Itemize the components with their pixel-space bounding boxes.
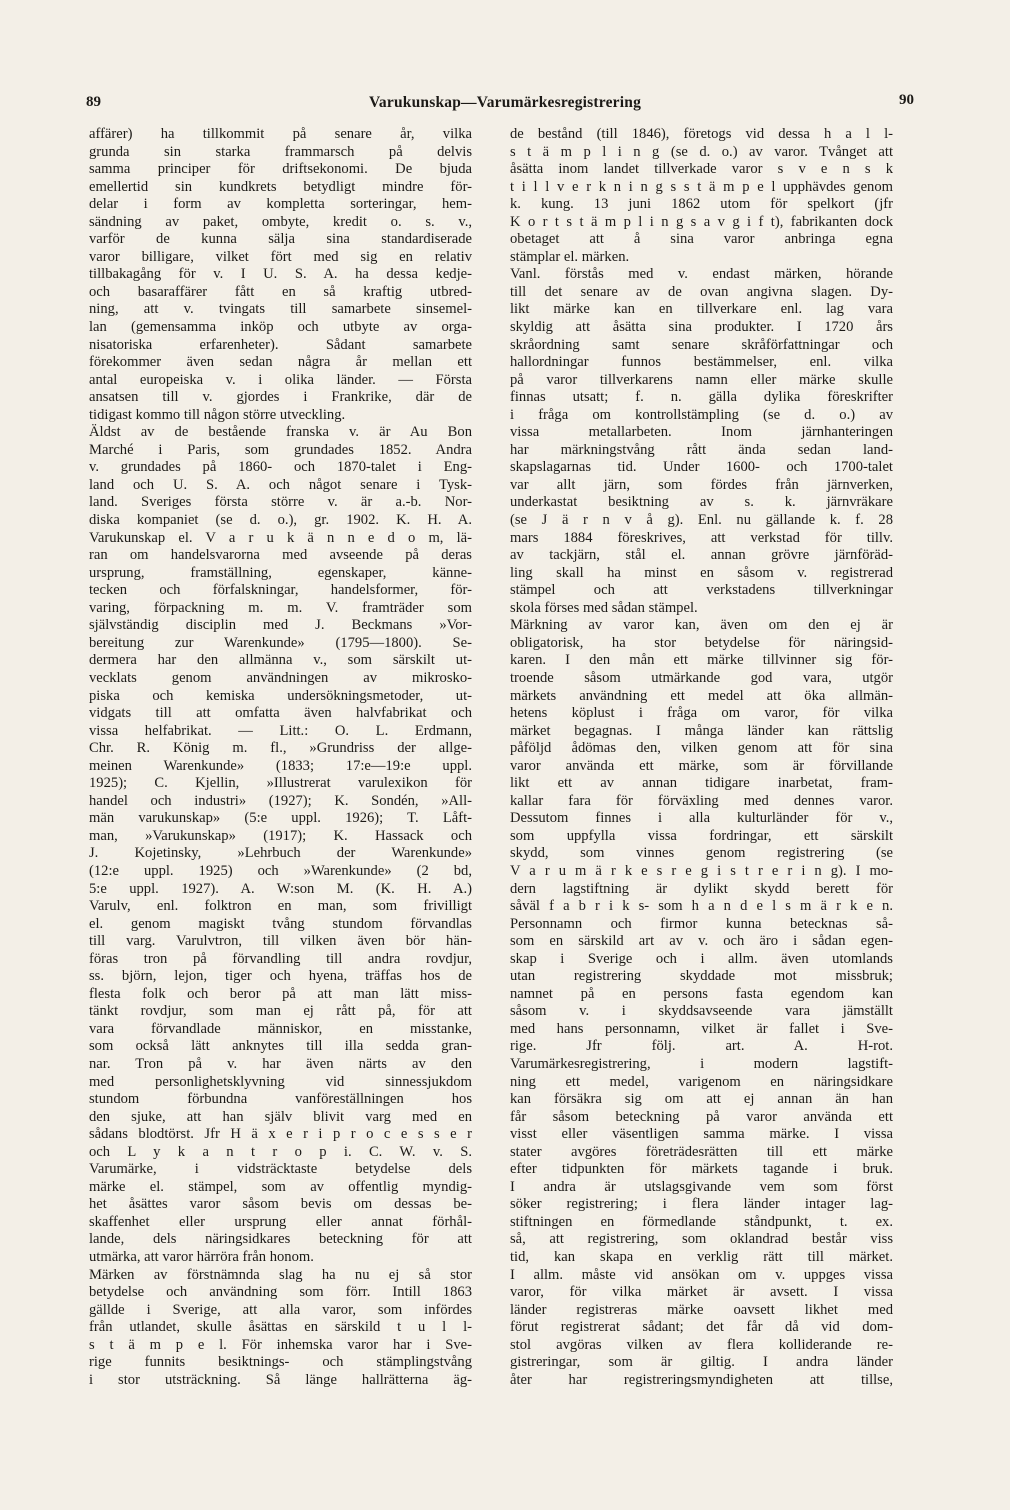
text-line: länder registreras märke oavsett likhet med (510, 1301, 893, 1318)
text-line: till varg. Varulvtron, till vilken även bör hän- (89, 933, 472, 950)
text-line: som också lätt anknytes till illa sedda gran- (89, 1038, 472, 1055)
text-line: män varukunskap» (5:e uppl. 1926); T. Låft- (89, 810, 472, 827)
text-line: bereitung zur Warenkunde» (1795—1800). Se- (89, 634, 472, 651)
text-line: Varukunskap el. V a r u k ä n n e d o m, lä- (89, 529, 472, 546)
text-line: förekommer även sedan några år mellan ett (89, 354, 472, 371)
text-line: åsätta inom landet tillverkade varor s v e n s k (510, 161, 893, 178)
text-line: med hans personnamn, vilket är fallet i Sve- (510, 1020, 893, 1037)
text-line: varor billigare, vilket fört med sig en relativ (89, 248, 472, 265)
text-line: man, »Varukunskap» (1917); K. Hassack och (89, 827, 472, 844)
text-line: tänkt rovdjur, som man ej rått på, för att (89, 1003, 472, 1020)
text-line: varor använda ett märke, som är förvillande (510, 757, 893, 774)
text-line: får såsom beteckning på varor använda ett (510, 1108, 893, 1125)
text-line: ling skall ha minst en såsom v. registrerad (510, 564, 893, 581)
text-line: Varulv, enl. folktron en man, som frivilligt (89, 898, 472, 915)
text-line: I andra är utslagsgivande vem som först (510, 1178, 893, 1195)
text-line: vecklats genom användningen av mikrosko- (89, 669, 472, 686)
text-line: grunda sin starka frammarsch på delvis (89, 143, 472, 160)
text-line: t i l l v e r k n i n g s s t ä m p e l upphävdes genom (510, 178, 893, 195)
text-line: varor, för vilka märket är avsett. I vissa (510, 1284, 893, 1301)
text-line: s t ä m p l i n g (se d. o.) av varor. Tvånget att (510, 143, 893, 160)
text-line: emellertid sin kundkrets betydligt mindre för- (89, 178, 472, 195)
text-line: ran om handelsvarorna med avseende på deras (89, 547, 472, 564)
text-line: (se J ä r n v å g). Enl. nu gällande k. f. 28 (510, 512, 893, 529)
text-line: var allt järn, som fördes från järnverken, (510, 476, 893, 493)
text-line: skråordning samt senare skråförfattningar och (510, 336, 893, 353)
text-line: het åsättes varor såsom bevis om dessas be- (89, 1196, 472, 1213)
running-header (0, 92, 1010, 118)
text-line: (12:e uppl. 1925) och »Warenkunde» (2 bd, (89, 862, 472, 879)
text-line: i stor utsträckning. Så länge hallrätterna äg- (89, 1371, 472, 1388)
text-line: åter har registreringsmyndigheten att tillse, (510, 1371, 893, 1388)
text-line: föras tron på förvandling till andra rovdjur, (89, 950, 472, 967)
text-line: ansatsen till v. gjordes i Frankrike, där de (89, 389, 472, 406)
text-line: ursprung, framställning, egenskaper, känne- (89, 564, 472, 581)
text-line: delar i form av kompletta sorteringar, hem- (89, 196, 472, 213)
text-line: dermera har den allmänna v., som särskilt ut- (89, 652, 472, 669)
text-line: gistreringar, som är giltig. I andra länder (510, 1354, 893, 1371)
text-line: ss. björn, lejon, tiger och hyena, träffas hos de (89, 968, 472, 985)
text-line: stämpel och att verkstadens tillverkningar (510, 582, 893, 599)
text-line: Äldst av de bestående franska v. är Au Bon (89, 424, 472, 441)
text-line: kallar fara för förväxling med dennes varor. (510, 792, 893, 809)
text-line: som uppfylla vissa fordringar, ett särskilt (510, 827, 893, 844)
text-line: Marché i Paris, som grundades 1852. Andra (89, 441, 472, 458)
text-line: den sjuke, att han själv blivit varg med en (89, 1108, 472, 1125)
text-line: meinen Warenkunde» (1833; 17:e—19:e uppl. (89, 757, 472, 774)
text-line: flesta folk och beror på att man lätt miss- (89, 985, 472, 1002)
text-line: handel och industri» (1927); K. Sondén, »All- (89, 792, 472, 809)
text-line: nar. Tron på v. har även närts av den (89, 1055, 472, 1072)
text-line: J. Kojetinsky, »Lehrbuch der Warenkunde» (89, 845, 472, 862)
text-line: vissa helfabrikat. — Litt.: O. L. Erdmann, (89, 722, 472, 739)
text-line: V a r u m ä r k e s r e g i s t r e r i n g). I mo- (510, 862, 893, 879)
text-line: lande, dels näringsidkares beteckning för att (89, 1231, 472, 1248)
running-title: Varukunskap—Varumärkesregistrering (368, 94, 642, 111)
text-line: rige funnits besiktnings- och stämplingstvång (89, 1354, 472, 1371)
text-line: k. kung. 13 juni 1862 utom för spelkort (jfr (510, 196, 893, 213)
text-line: hetens köplust i fråga om varor, för vilka (510, 705, 893, 722)
text-line: piska och kemiska undersökningsmetoder, ut- (89, 687, 472, 704)
text-line: Dessutom finnes i alla kulturländer för v., (510, 810, 893, 827)
text-line: och L y k a n t r o p i. C. W. v. S. (89, 1143, 472, 1160)
text-line: skyldig att åsätta sina produkter. I 1720 års (510, 319, 893, 336)
text-line: förut registrerat sådant; det får då vid dom- (510, 1319, 893, 1336)
text-line: nisatoriska erfarenheter). Sådant samarbete (89, 336, 472, 353)
text-line: v. grundades på 1860- och 1870-talet i Eng- (89, 459, 472, 476)
text-line: tidigast kommo till någon större utveckling. (89, 406, 346, 423)
right-column (510, 126, 893, 1389)
text-line: skap i Sverige och i allm. även utomlands (510, 950, 893, 967)
text-line: stater avgöres företrädesrätten till ett märke (510, 1143, 893, 1160)
text-line: Varumärke, i vidsträcktaste betydelse dels (89, 1161, 472, 1178)
text-line: Chr. R. König m. fl., »Grundriss der allge- (89, 740, 472, 757)
text-line: rige. Jfr följ. art. A. H-rot. (510, 1038, 893, 1055)
text-line: såväl f a b r i k s- som h a n d e l s m ä r k e n. (510, 898, 893, 915)
text-line: vissa metallarbeten. Inom järnhanteringen (510, 424, 893, 441)
text-line: på varor tillverkarens namn eller märke skulle (510, 371, 893, 388)
text-line: märke el. stämpel, som av offentlig myndig- (89, 1178, 472, 1195)
text-line: samma principer för driftsekonomi. De bjuda (89, 161, 472, 178)
text-line: stämplar el. märken. (510, 248, 630, 265)
text-line: märkets användning ett medel att öka allmän- (510, 687, 893, 704)
text-line: så, att registrering, som oklandrad består viss (510, 1231, 893, 1248)
text-line: karen. I den mån ett märke tillvinner sig för- (510, 652, 893, 669)
text-line: underkastat besiktning av s. k. järnvräkare (510, 494, 893, 511)
text-line: visst eller väsentligen samma märke. I vissa (510, 1126, 893, 1143)
text-line: märket begagnas. I många länder kan rättslig (510, 722, 893, 739)
text-line: från utlandet, skulle åsättas en särskild t u l l- (89, 1319, 472, 1336)
text-line: de bestånd (till 1846), företogs vid dessa h a l l- (510, 126, 893, 142)
text-line: skola förses med sådan stämpel. (510, 599, 698, 616)
text-line: skaffenhet eller ursprung eller annat förhål- (89, 1213, 472, 1230)
text-line: Märken av förstnämnda slag ha nu ej så stor (89, 1266, 472, 1283)
text-line: kan försäkra sig om att ej annan än han (510, 1091, 893, 1108)
text-line: finnas utsatt; f. n. gälla dylika föreskrifter (510, 389, 893, 406)
text-line: Varumärkesregistrering, i modern lagstift- (510, 1055, 893, 1072)
text-line: 5:e uppl. 1927). A. W:son M. (K. H. A.) (89, 880, 472, 897)
text-line: tillbakagång för v. I U. S. A. ha dessa kedje- (89, 266, 472, 283)
text-line: Personnamn och firmor kunna betecknas så- (510, 915, 893, 932)
text-line: skapslagarnas tid. Under 1600- och 1700-talet (510, 459, 893, 476)
page-number-left: 89 (86, 94, 101, 110)
text-line: Märkning av varor kan, även om den ej är (510, 617, 893, 634)
text-line: vidgats till att omfatta även halvfabrikat och (89, 705, 472, 722)
text-line: till det senare av de ovan angivna slagen. Dy- (510, 283, 893, 300)
text-line: tecken och förfalskningar, handelsformer, för- (89, 582, 472, 599)
text-line: s t ä m p e l. För inhemska varor har i Sve- (89, 1336, 472, 1353)
text-line: vara förvandlade människor, en misstanke, (89, 1020, 472, 1037)
text-line: självständig disciplin med J. Beckmans »Vor- (89, 617, 472, 634)
text-line: söker registrering; i flera länder intager lag- (510, 1196, 893, 1213)
text-line: stundom förbundna vanföreställningen hos (89, 1091, 472, 1108)
text-line: med personlighetsklyvning vid sinnessjukdom (89, 1073, 472, 1090)
text-line: gällde i Sverige, att alla varor, som infördes (89, 1301, 472, 1318)
text-line: sändning av paket, ombyte, kredit o. s. v., (89, 213, 472, 230)
text-line: namnet på en persons fasta egendom kan (510, 985, 893, 1002)
text-line: stiftningen en förmedlande ståndpunkt, t. ex. (510, 1213, 893, 1230)
text-line: troende såsom utmärkande god vara, utgör (510, 669, 893, 686)
text-line: utmärka, att varor härröra från honom. (89, 1249, 314, 1265)
text-line: varing, förpackning m. m. V. framträder som (89, 599, 472, 616)
text-line: stol avgöras vilken av flera kolliderande re- (510, 1336, 893, 1353)
page-number-right: 90 (899, 92, 914, 108)
text-line: obetaget att å sina varor anbringa egna (510, 231, 893, 248)
text-line: antal europeiska v. i olika länder. — Första (89, 371, 472, 388)
left-column (89, 126, 472, 1389)
text-line: land. Sveriges första större v. är a.-b. Nor- (89, 494, 472, 511)
text-line: av tackjärn, stål el. annan grövre järnföräd- (510, 547, 893, 564)
text-line: varför de kunna sälja sina standardiserade (89, 231, 472, 248)
text-line: som en särskild art av v. och äro i sådan egen- (510, 933, 893, 950)
text-line: ning ett medel, varigenom en näringsidkare (510, 1073, 893, 1090)
text-line: har märkningstvång rått ända sedan land- (510, 441, 893, 458)
text-line: utan registrering skyddade mot missbruk; (510, 968, 893, 985)
text-line: ning, att v. tvingats till samarbete sinsemel- (89, 301, 472, 318)
text-line: dern lagstiftning är dylikt skydd berett för (510, 880, 893, 897)
text-line: i fråga om kontrollstämpling (se d. o.) av (510, 406, 893, 423)
text-line: skydd, som vinnes genom registrering (se (510, 845, 893, 862)
text-line: betydelse och användning som förr. Intill 1863 (89, 1284, 472, 1301)
text-line: diska kompaniet (se d. o.), gr. 1902. K. H. A. (89, 512, 472, 529)
text-line: land och U. S. A. och något senare i Tysk- (89, 476, 472, 493)
text-line: tid, kan skapa en verklig rätt till märket. (510, 1249, 893, 1265)
text-line: likt ett av annan tidigare inarbetat, fram- (510, 775, 893, 792)
text-line: likt märke kan en tillverkare enl. lag vara (510, 301, 893, 318)
text-line: lan (gemensamma inköp och utbyte av orga- (89, 319, 472, 336)
text-line: affärer) ha tillkommit på senare år, vilka (89, 126, 472, 142)
text-line: sådans blodtörst. Jfr H ä x e r i p r o c e s s e r (89, 1126, 472, 1143)
text-line: och basaraffärer fått en så kraftig utbred- (89, 283, 472, 300)
text-line: mars 1884 föreskrives, att verkstad för tillv. (510, 529, 893, 546)
text-line: I allm. måste vid ansökan om v. uppges vissa (510, 1266, 893, 1283)
text-line: såsom v. i skyddsavseende vara jämställt (510, 1003, 893, 1020)
text-line: Vanl. förstås med v. endast märken, hörande (510, 266, 893, 283)
text-line: K o r t s t ä m p l i n g s a v g i f t), fabrikanten dock (510, 213, 893, 230)
text-line: el. genom magiskt tvång stundom förvandlas (89, 915, 472, 932)
text-line: påföljd ådömas den, vilken genom att för sina (510, 740, 893, 757)
text-line: obligatorisk, ha stor betydelse för näringsid- (510, 634, 893, 651)
text-line: efter tidpunkten för märkets tagande i bruk. (510, 1161, 893, 1178)
text-line: 1925); C. Kjellin, »Illustrerat varulexikon för (89, 775, 472, 792)
text-line: hallordningar funnos bestämmelser, enl. vilka (510, 354, 893, 371)
